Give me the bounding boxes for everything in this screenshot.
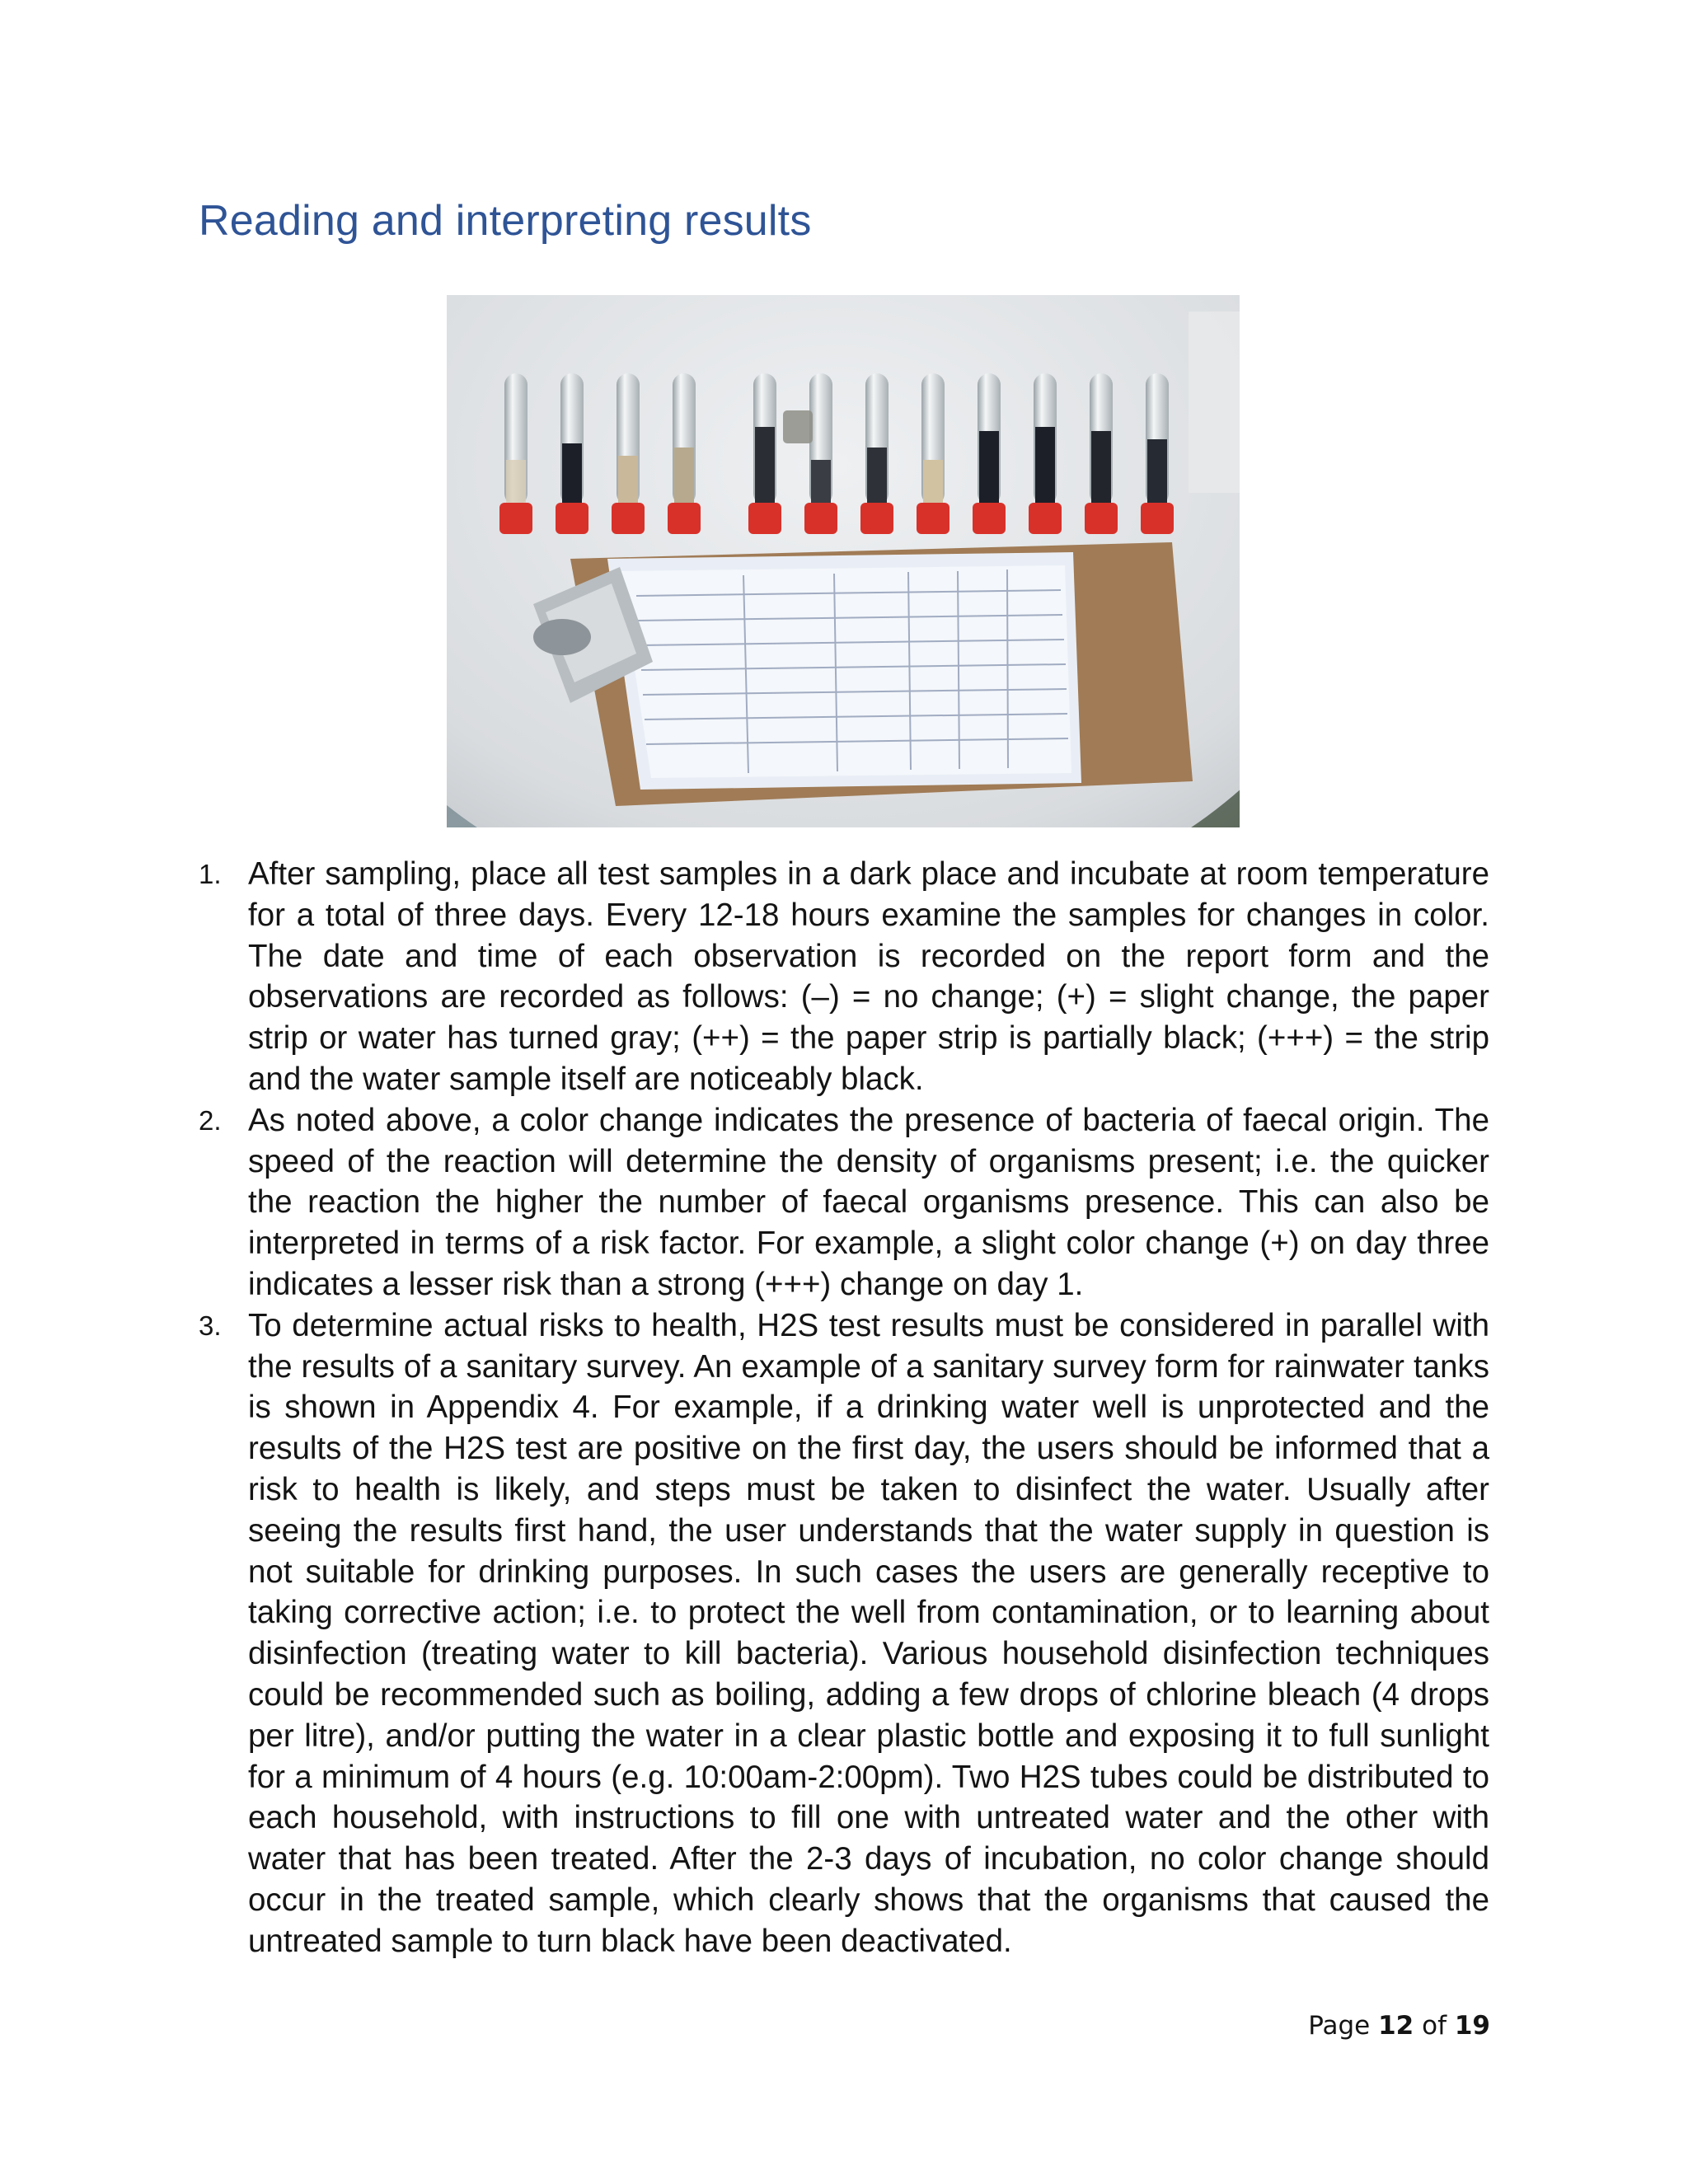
test-tube [804,373,837,534]
section-heading: Reading and interpreting results [199,197,812,245]
list-item-text: As noted above, a color change indicates the presence of bacteria of faecal origin. The speed of the reaction will determine the density of organisms present; i.e. the quicker the reaction the higher the number of faecal organisms presence. This can also be interpreted in terms of a risk factor. For example, a slight color change (+) on day three indicates a lesser risk than a strong (+++) change on day 1. [248,1102,1489,1302]
chair-edge [1189,312,1240,493]
list-item [199,1305,1489,1962]
page-number [1308,2011,1490,2041]
sample-vial [783,410,813,443]
total-pages: 19 [1454,2011,1490,2041]
test-tube [917,373,950,534]
list-item-number: 3. [199,1310,222,1341]
list-item-text: After sampling, place all test samples in a dark place and incubate at room temperature for a total of three days. Every 12-18 hours examine the samples for changes in color. The date and time of each observation is recorded on the report form and the observations are recorded as follows: (–) = no change; (+) = slight change, the paper strip or water has turned gray; (++) = the paper strip is partially black; (+++) = the strip and the water sample itself are noticeably black. [248,856,1489,1097]
test-tube [612,373,645,534]
test-tubes-photo [447,295,1240,827]
list-item-text: To determine actual risks to health, H2S test results must be considered in parallel with the results of a sanitary survey. An example of a sanitary survey form for rainwater tanks is shown in Appendix 4. For example, if a drinking water well is unprotected and the results of the H2S test are positive on the first day, the users should be informed that a risk to health is likely, and steps must be taken to disinfect the water. Usually after seeing the results first hand, the user understands that the water supply in question is not suitable for drinking purposes. In such cases the users are generally receptive to taking corrective action; i.e. to protect the well from contamination, or to learning about disinfection (treating water to kill bacteria). Various household disinfection techniques could be recommended such as boiling, adding a few drops of chlorine bleach (4 drops per litre), and/or putting the water in a clear plastic bottle and exposing it to full sunlight for a minimum of 4 hours (e.g. 10:00am-2:00pm). Two H2S tubes could be distributed to each household, with instructions to fill one with untreated water and the other with water that has been treated. After the 2-3 days of incubation, no color change should occur in the treated sample, which clearly shows that the organisms that caused the untreated sample to turn black have been deactivated. [248,1307,1489,1959]
test-tube [973,373,1006,534]
list-item-number: 1. [199,859,222,889]
list-item [199,854,1489,1100]
of-word: of [1422,2011,1447,2041]
test-tube [860,373,893,534]
test-tube [556,373,588,534]
list-item-number: 2. [199,1104,222,1136]
page-word: Page [1308,2011,1371,2041]
list-item [199,1100,1489,1305]
instructions-list [199,854,1489,1962]
current-page: 12 [1378,2011,1414,2041]
test-tube [1085,373,1118,534]
test-tube [1029,373,1062,534]
test-tube [668,373,701,534]
test-tube [748,373,781,534]
clipboard [533,542,1193,806]
test-tube [1141,373,1174,534]
test-tube [499,373,532,534]
